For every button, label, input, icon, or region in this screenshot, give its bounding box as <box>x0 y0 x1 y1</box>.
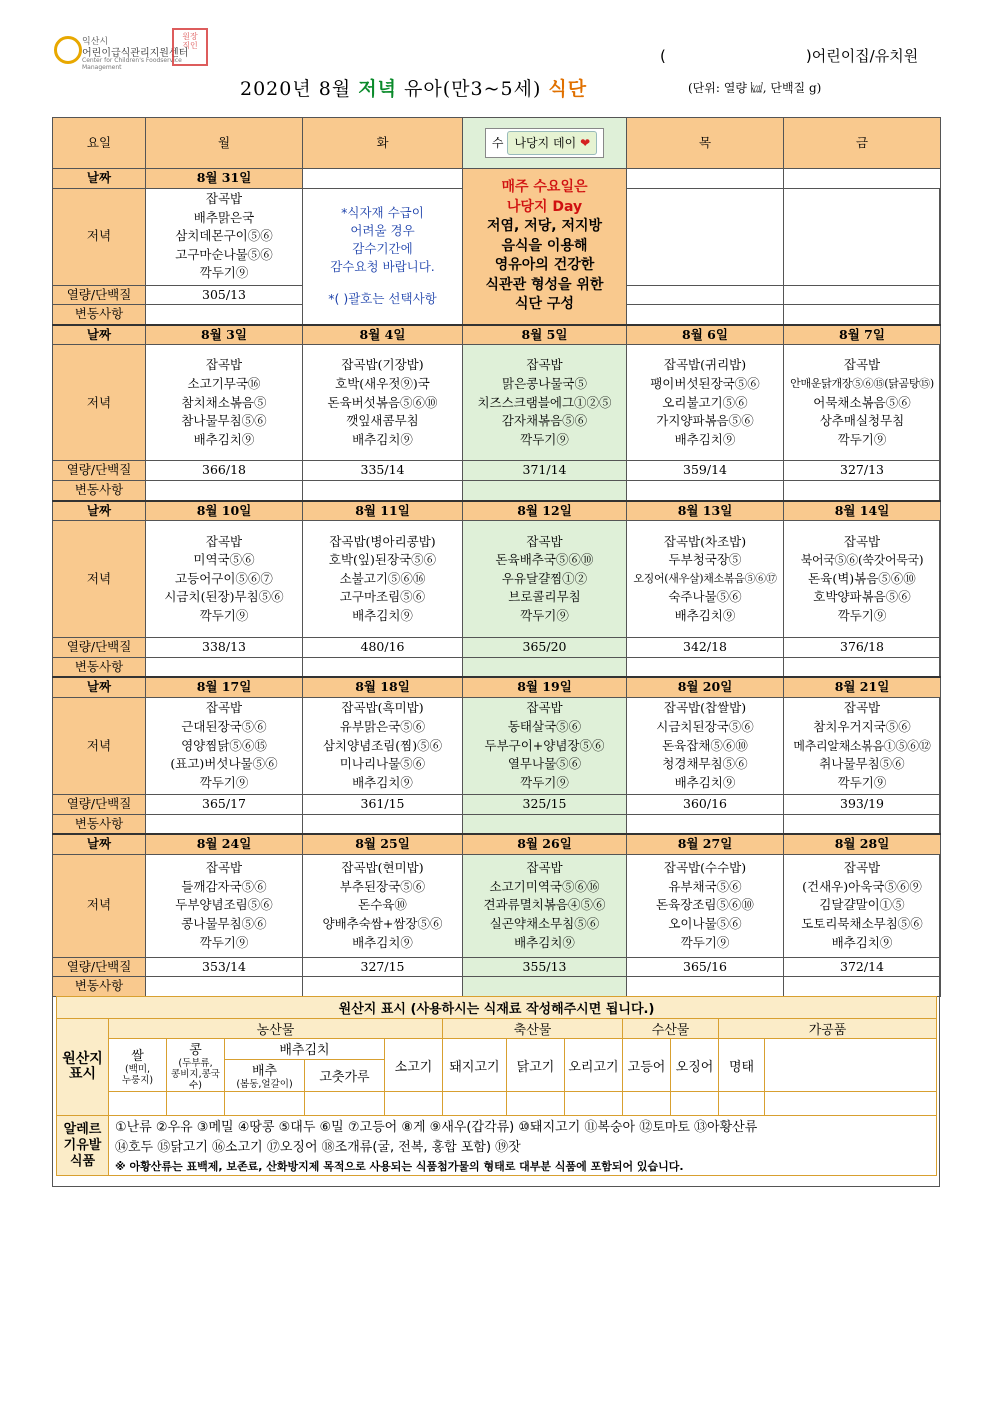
menu-cell <box>463 697 627 794</box>
date-label: 날짜 <box>53 834 146 854</box>
menu-item: 잡곡밥 <box>205 357 243 373</box>
nutrition-cell: 366/18 <box>146 461 303 481</box>
changes-cell[interactable] <box>784 977 941 997</box>
origin-input[interactable] <box>385 1092 443 1116</box>
date-cell: 8월 5일 <box>463 325 627 345</box>
changes-cell[interactable] <box>463 480 627 500</box>
menu-item: 고등어구이⑤⑥⑦ <box>175 570 273 586</box>
origin-input[interactable] <box>443 1092 507 1116</box>
menu-item: 깍두기⑨ <box>520 608 569 624</box>
changes-cell[interactable] <box>303 977 463 997</box>
origin-input[interactable] <box>167 1092 225 1116</box>
menu-item: 청경채무침⑤⑥ <box>662 756 748 772</box>
nutrition-cell: 327/13 <box>784 461 941 481</box>
menu-cell <box>146 345 303 461</box>
date-cell: 8월 7일 <box>784 325 941 345</box>
col-fri: 금 <box>784 118 941 169</box>
origin-label: 원산지 표시 <box>57 1019 109 1116</box>
origin-table <box>56 996 937 1176</box>
menu-item: 깍두기⑨ <box>520 774 569 790</box>
nutrition-cell: 327/15 <box>303 957 463 977</box>
date-row <box>53 325 941 345</box>
origin-input[interactable] <box>507 1092 565 1116</box>
menu-cell <box>627 854 784 957</box>
menu-item: 잡곡밥 <box>843 700 881 716</box>
menu-item: 어묵채소볶음⑤⑥ <box>813 394 911 410</box>
menu-cell <box>146 854 303 957</box>
menu-cell <box>463 854 627 957</box>
changes-label: 변동사항 <box>53 480 146 500</box>
menu-item: 도토리묵채소무침⑤⑥ <box>801 916 923 932</box>
changes-cell[interactable] <box>784 480 941 500</box>
pork-header: 돼지고기 <box>443 1039 507 1092</box>
menu-item: 돈육장조림⑤⑥⑩ <box>656 897 754 913</box>
menu-item: 잡곡밥 <box>843 860 881 876</box>
date-cell: 8월 19일 <box>463 677 627 697</box>
menu-item: 돈육(벽)볶음⑤⑥⑩ <box>808 570 916 586</box>
menu-item: 가지양파볶음⑤⑥ <box>656 413 754 429</box>
date-cell: 8월 11일 <box>303 501 463 521</box>
menu-item: 실곤약채소무침⑤⑥ <box>489 916 600 932</box>
date-cell: 8월 21일 <box>784 677 941 697</box>
menu-item: 잡곡밥 <box>205 533 243 549</box>
menu-item: (표고)버섯나물⑤⑥ <box>170 756 278 772</box>
date-row <box>53 501 941 521</box>
origin-title: 원산지 표시 (사용하시는 식재료 작성해주시면 됩니다.) <box>57 997 937 1019</box>
menu-cell <box>303 854 463 957</box>
allergy-label: 알레르 기유발 식품 <box>57 1116 109 1176</box>
nutrition-cell: 338/13 <box>146 638 303 658</box>
date-cell: 8월 17일 <box>146 677 303 697</box>
menu-item: 유부채국⑤⑥ <box>668 878 742 894</box>
menu-item: 깍두기⑨ <box>837 608 887 624</box>
changes-cell[interactable] <box>146 814 303 834</box>
date-cell: 8월 18일 <box>303 677 463 697</box>
changes-cell[interactable] <box>463 977 627 997</box>
menu-item: 오징어(새우살)채소볶음⑤⑥⑰ <box>633 571 777 585</box>
menu-cell <box>627 697 784 794</box>
nutrition-cell: 365/20 <box>463 638 627 658</box>
origin-input[interactable] <box>623 1092 671 1116</box>
changes-cell[interactable] <box>463 814 627 834</box>
menu-item: (건새우)아욱국⑤⑥⑨ <box>802 878 922 894</box>
col-wed <box>463 118 627 169</box>
date-cell: 8월 26일 <box>463 834 627 854</box>
dinner-label: 저녁 <box>53 345 146 461</box>
menu-cell <box>303 697 463 794</box>
menu-cell <box>784 521 941 638</box>
nutrition-cell: 325/15 <box>463 794 627 814</box>
menu-table <box>52 117 941 997</box>
menu-cell <box>146 521 303 638</box>
menu-item: 잡곡밥 <box>526 533 563 549</box>
logo-name: 어린이급식관리지원센터 <box>82 48 189 59</box>
menu-item: 깍두기⑨ <box>199 608 249 624</box>
nutrition-cell: 376/18 <box>784 638 941 658</box>
menu-cell <box>784 854 941 957</box>
kimchi-header: 배추김치 <box>225 1039 385 1060</box>
date-cell: 8월 6일 <box>627 325 784 345</box>
menu-item: 숙주나물⑤⑥ <box>668 589 742 605</box>
page-title: 2020년 8월 저녁 유아(만3~5세) 식단 <box>240 78 588 100</box>
date-row <box>53 834 941 854</box>
date-cell: 8월 28일 <box>784 834 941 854</box>
menu-item: 김달걀말이①⑤ <box>819 897 905 913</box>
menu-item: 감자채볶음⑤⑥ <box>501 413 588 429</box>
changes-cell[interactable] <box>627 657 784 677</box>
date-label: 날짜 <box>53 677 146 697</box>
seafood-header: 수산물 <box>623 1019 719 1039</box>
menu-item: 잡곡밥(현미밥) <box>341 860 424 876</box>
menu-cell <box>627 521 784 638</box>
nutrition-cell: 355/13 <box>463 957 627 977</box>
menu-item: 참나물무침⑤⑥ <box>181 413 267 429</box>
menu-item: 돈육잡채⑤⑥⑩ <box>662 737 748 753</box>
pollack-header: 명태 <box>719 1039 765 1092</box>
menu-cell: 잡곡밥 배추맑은국 삼치데몬구이⑤⑥ 고구마순나물⑤⑥ 깍두기⑨ <box>146 188 303 285</box>
nutrition-cell: 480/16 <box>303 638 463 658</box>
menu-cell <box>303 345 463 461</box>
menu-item: 깻잎새콤무침 <box>346 413 419 429</box>
date-cell: 8월 14일 <box>784 501 941 521</box>
menu-item: 배추김치⑨ <box>831 934 893 950</box>
menu-cell <box>463 521 627 638</box>
changes-label: 변동사항 <box>53 305 146 325</box>
changes-cell[interactable] <box>784 657 941 677</box>
menu-item: 두부양념조림⑤⑥ <box>175 897 273 913</box>
nutrition-cell: 361/15 <box>303 794 463 814</box>
menu-item: 취나물무침⑤⑥ <box>819 756 905 772</box>
dinner-label: 저녁 <box>53 697 146 794</box>
date-label: 날짜 <box>53 501 146 521</box>
menu-item: 맑은콩나물국⑤ <box>502 375 587 391</box>
origin-input[interactable] <box>719 1092 765 1116</box>
menu-item: 참치채소볶음⑤ <box>181 394 267 410</box>
menu-cell <box>146 697 303 794</box>
menu-item: 치즈스크램블에그①②⑤ <box>477 394 612 410</box>
nutrition-cell: 393/19 <box>784 794 941 814</box>
changes-cell[interactable] <box>303 657 463 677</box>
menu-item: 돈수육⑩ <box>358 897 407 913</box>
chicken-header: 닭고기 <box>507 1039 565 1092</box>
menu-item: 양배추숙쌈+쌈장⑤⑥ <box>322 916 443 932</box>
date-label: 날짜 <box>53 325 146 345</box>
date-cell: 8월 3일 <box>146 325 303 345</box>
nutrition-label: 열량/단백질 <box>53 638 146 658</box>
menu-item: 동태살국⑤⑥ <box>507 719 582 735</box>
menu-item: 북어국⑤⑥(쑥갓어묵국) <box>800 553 924 568</box>
date-cell: 8월 24일 <box>146 834 303 854</box>
nutrition-cell: 342/18 <box>627 638 784 658</box>
menu-item: 팽이버섯된장국⑤⑥ <box>650 375 760 391</box>
changes-cell[interactable] <box>146 657 303 677</box>
menu-item: 미나리나물⑤⑥ <box>339 756 426 772</box>
origin-input[interactable] <box>671 1092 719 1116</box>
menu-item: 시금치(된장)무침⑤⑥ <box>164 589 284 605</box>
col-tue: 화 <box>303 118 463 169</box>
menu-item: 우유달걀찜①② <box>501 570 588 586</box>
nutrition-cell: 372/14 <box>784 957 941 977</box>
bean-header: 콩 (두부류, 콩비지,콩국수) <box>167 1039 225 1092</box>
menu-item: 잡곡밥(차조밥) <box>663 533 747 549</box>
menu-item: 배추김치⑨ <box>674 608 736 624</box>
menu-item: 잡곡밥(수수밥) <box>663 860 747 876</box>
nadang-info: 매주 수요일은 나당지 Day 저염, 저당, 저지방 음식을 이용해 영유아의 건강한 식관관 형성을 위한 식단 구성 <box>463 169 627 325</box>
date-cell: 8월 31일 <box>146 169 303 189</box>
changes-cell[interactable] <box>627 977 784 997</box>
dinner-label: 저녁 <box>53 188 146 285</box>
nutrition-cell: 353/14 <box>146 957 303 977</box>
menu-cell <box>303 521 463 638</box>
menu-item: 잡곡밥 <box>526 357 563 373</box>
duck-header: 오리고기 <box>565 1039 623 1092</box>
official-seal: 원장 직인 <box>172 28 208 66</box>
changes-cell[interactable] <box>627 480 784 500</box>
menu-item: 들깨감자국⑤⑥ <box>181 878 267 894</box>
rice-header: 쌀 (백미, 누룽지) <box>109 1039 167 1092</box>
menu-item: 배추김치⑨ <box>352 774 413 790</box>
menu-item: 배추김치⑨ <box>193 431 255 447</box>
date-row <box>53 677 941 697</box>
changes-cell[interactable] <box>146 977 303 997</box>
menu-item: 근대된장국⑤⑥ <box>181 719 267 735</box>
menu-item: 시금치된장국⑤⑥ <box>656 719 754 735</box>
menu-item: 호박(새우젓⑨)국 <box>335 375 430 391</box>
menu-item: 깍두기⑨ <box>199 934 249 950</box>
menu-item: 잡곡밥 <box>526 860 563 876</box>
changes-cell[interactable] <box>303 814 463 834</box>
nutrition-cell: 359/14 <box>627 461 784 481</box>
date-cell: 8월 25일 <box>303 834 463 854</box>
menu-cell <box>627 345 784 461</box>
col-thu: 목 <box>627 118 784 169</box>
menu-item: 참치우거지국⑤⑥ <box>813 719 911 735</box>
menu-item: 잡곡밥 <box>205 860 243 876</box>
col-mon: 월 <box>146 118 303 169</box>
supply-notice: *식자재 수급이 어려울 경우 감수기간에 감수요청 바랍니다. *( )괄호는 선택사항 <box>303 188 463 325</box>
menu-item: 고구마조림⑤⑥ <box>339 589 426 605</box>
menu-item: 소불고기⑤⑥⑯ <box>339 570 426 586</box>
menu-item: 잡곡밥(흑미밥) <box>341 700 424 716</box>
allergy-list: ①난류 ②우유 ③메밀 ④땅콩 ⑤대두 ⑥밀 ⑦고등어 ⑧게 ⑨새우(갑각류) ⑩돼지고기 ⑪복숭아 ⑫토마토 ⑬아황산류 ⑭호두 ⑮닭고기 ⑯소고기 ⑰오징어 ⑱조개류(굴, 전복, 홍합 포함) ⑲잣 ※ 아황산류는 표백제, 보존료, 산화방지제 목적으로 사용되는 식품첨가물의 형태로 대부분 식품에 포함되어 있습니다. <box>109 1116 937 1176</box>
nutrition-cell: 365/16 <box>627 957 784 977</box>
menu-item: 부추된장국⑤⑥ <box>339 878 426 894</box>
menu-item: 잡곡밥(찹쌀밥) <box>663 700 747 716</box>
nutrition-label: 열량/단백질 <box>53 461 146 481</box>
menu-item: 배추김치⑨ <box>352 431 413 447</box>
nutrition-cell: 371/14 <box>463 461 627 481</box>
origin-input[interactable] <box>565 1092 623 1116</box>
day-label: 요일 <box>53 118 146 169</box>
origin-input[interactable] <box>109 1092 167 1116</box>
menu-item: 소고기미역국⑤⑥⑯ <box>489 878 600 894</box>
menu-item: 콩나물무침⑤⑥ <box>181 916 267 932</box>
menu-item: 배추김치⑨ <box>352 608 413 624</box>
origin-input[interactable] <box>305 1092 385 1116</box>
menu-item: 깍두기⑨ <box>680 934 730 950</box>
dinner-label: 저녁 <box>53 521 146 638</box>
heart-icon: ❤ <box>580 135 591 150</box>
changes-label: 변동사항 <box>53 657 146 677</box>
date-row-week0 <box>53 169 941 189</box>
menu-item: 배추김치⑨ <box>352 934 413 950</box>
menu-item: 오리불고기⑤⑥ <box>662 394 748 410</box>
institution-field: ( )어린이집/유치원 <box>660 47 919 65</box>
menu-item: 소고기무국⑯ <box>187 375 261 391</box>
menu-item: 배추김치⑨ <box>674 774 736 790</box>
changes-label: 변동사항 <box>53 814 146 834</box>
menu-cell <box>784 345 941 461</box>
menu-item: 두부구이+양념장⑤⑥ <box>484 737 605 753</box>
menu-item: 잡곡밥(병아리콩밥) <box>329 533 436 549</box>
changes-cell[interactable] <box>627 814 784 834</box>
menu-item: 호박(잎)된장국⑤⑥ <box>328 552 437 568</box>
menu-item: 잡곡밥 <box>843 357 881 373</box>
menu-cell <box>463 345 627 461</box>
menu-item: 배추김치⑨ <box>674 431 736 447</box>
agri-header: 농산물 <box>109 1019 443 1039</box>
menu-item: 깍두기⑨ <box>199 774 249 790</box>
pepper-header: 고춧가루 <box>305 1059 385 1091</box>
menu-item: 두부청국장⑤ <box>668 552 742 568</box>
unit-note: (단위: 열량 ㎉, 단백질 g) <box>688 81 822 95</box>
changes-cell[interactable] <box>303 480 463 500</box>
menu-item: 호박양파볶음⑤⑥ <box>813 589 911 605</box>
menu-item: 잡곡밥 <box>843 533 881 549</box>
menu-item: 메추리알채소볶음①⑤⑥⑫ <box>793 738 931 753</box>
menu-item: 브로콜리무침 <box>508 589 581 605</box>
processed-header: 가공품 <box>719 1019 937 1039</box>
menu-item: 잡곡밥 <box>526 700 563 716</box>
beef-header: 소고기 <box>385 1039 443 1092</box>
origin-input[interactable] <box>765 1092 937 1116</box>
nutrition-label: 열량/단백질 <box>53 794 146 814</box>
menu-item: 배추김치⑨ <box>514 934 575 950</box>
squid-header: 오징어 <box>671 1039 719 1092</box>
origin-input[interactable] <box>225 1092 305 1116</box>
nutrition-cell: 360/16 <box>627 794 784 814</box>
menu-item: 미역국⑤⑥ <box>193 552 255 568</box>
menu-item: 깍두기⑨ <box>837 774 887 790</box>
nadang-badge: 수 나당지 데이 ❤ <box>485 128 604 159</box>
cabbage-header: 배추 (봄동,얼갈이) <box>225 1059 305 1091</box>
nutrition-cell: 365/17 <box>146 794 303 814</box>
changes-cell[interactable] <box>463 657 627 677</box>
menu-item: 잡곡밥(귀리밥) <box>663 357 747 373</box>
nutrition-cell: 335/14 <box>303 461 463 481</box>
menu-item: 견과류멸치볶음④⑤⑥ <box>483 897 606 913</box>
menu-item: 삼치양념조림(찜)⑤⑥ <box>322 737 443 753</box>
menu-item: 오이나물⑤⑥ <box>668 916 742 932</box>
logo-english: Center for Children's Foodservice Management <box>82 57 182 71</box>
changes-cell[interactable] <box>146 480 303 500</box>
date-cell: 8월 20일 <box>627 677 784 697</box>
date-cell: 8월 27일 <box>627 834 784 854</box>
date-cell: 8월 4일 <box>303 325 463 345</box>
menu-item: 상추매실청무침 <box>819 413 905 429</box>
logo-city: 익산시 <box>82 37 109 47</box>
changes-cell[interactable] <box>784 814 941 834</box>
logo-circle-icon <box>54 36 82 64</box>
menu-item: 돈육배추국⑤⑥⑩ <box>495 552 594 568</box>
menu-item: 돈육버섯볶음⑤⑥⑩ <box>327 394 438 410</box>
menu-item: 안매운닭개장⑤⑥⑮(닭곰탕⑮) <box>790 376 934 390</box>
menu-cell <box>784 697 941 794</box>
nutrition-cell: 305/13 <box>146 285 303 305</box>
dinner-label: 저녁 <box>53 854 146 957</box>
menu-item: 깍두기⑨ <box>520 431 569 447</box>
date-cell: 8월 13일 <box>627 501 784 521</box>
menu-item: 깍두기⑨ <box>837 431 887 447</box>
date-cell: 8월 12일 <box>463 501 627 521</box>
nutrition-label: 열량/단백질 <box>53 285 146 305</box>
date-label: 날짜 <box>53 169 146 189</box>
menu-item: 영양찜닭⑤⑥⑮ <box>181 737 267 753</box>
changes-label: 변동사항 <box>53 977 146 997</box>
menu-item: 잡곡밥 <box>205 700 243 716</box>
nutrition-label: 열량/단백질 <box>53 957 146 977</box>
mackerel-header: 고등어 <box>623 1039 671 1092</box>
menu-item: 열무나물⑤⑥ <box>507 756 582 772</box>
livestock-header: 축산물 <box>443 1019 623 1039</box>
date-cell: 8월 10일 <box>146 501 303 521</box>
menu-item: 잡곡밥(기장밥) <box>341 357 424 373</box>
menu-item: 유부맑은국⑤⑥ <box>339 719 426 735</box>
